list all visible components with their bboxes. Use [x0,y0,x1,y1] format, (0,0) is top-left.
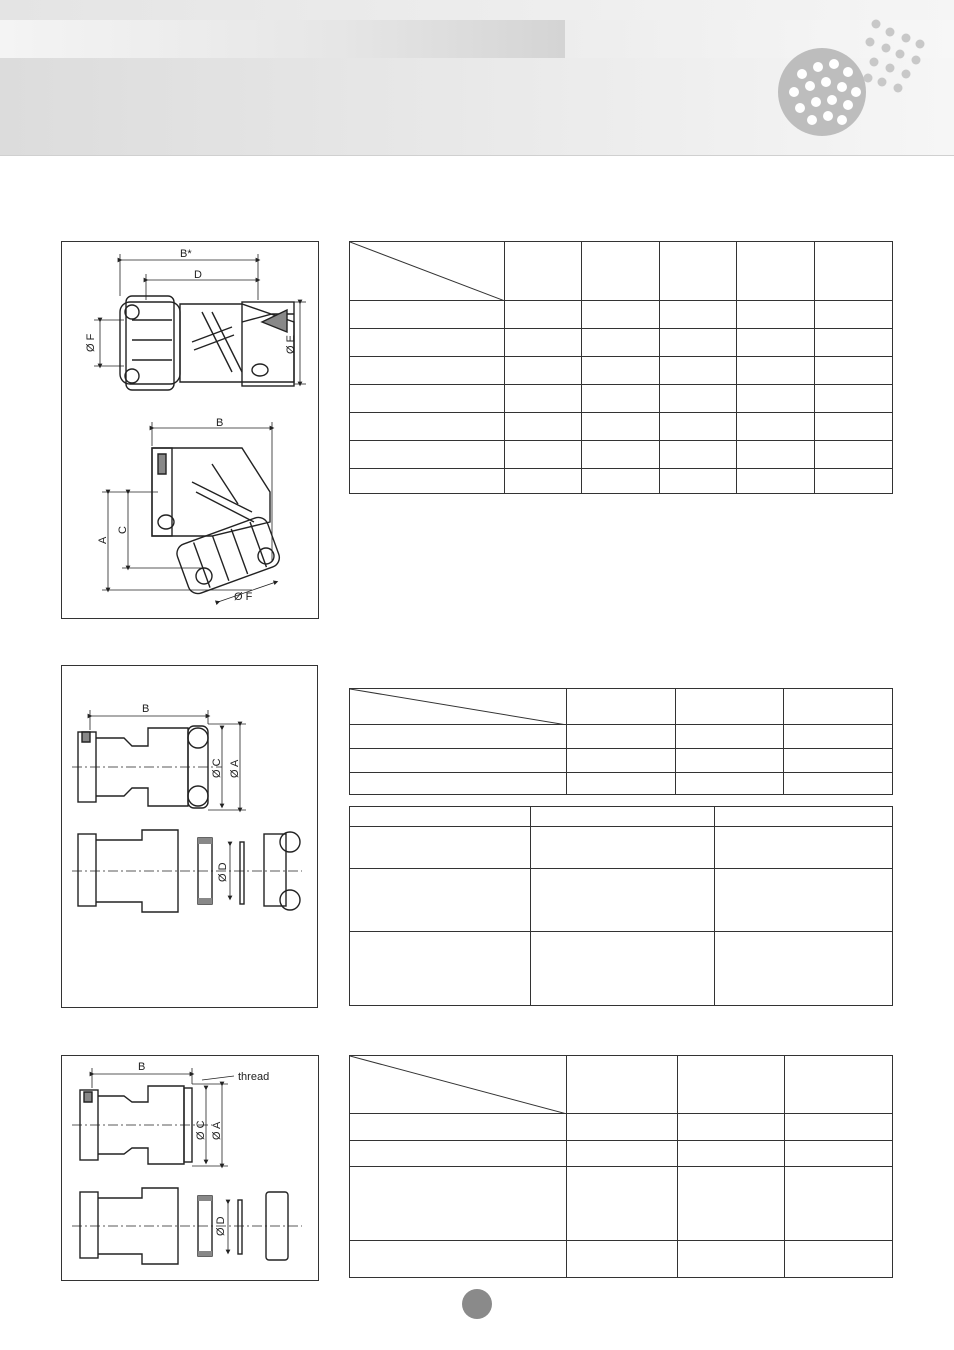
table-row [350,357,893,385]
table-header-row [350,689,893,725]
dim-label-d: Ø D [215,1216,227,1236]
dim-label-c: Ø C [211,758,223,778]
straight-connector-drawing [62,666,317,1007]
dim-label-d: Ø D [217,862,229,882]
threaded-connector-drawing [62,1056,318,1280]
dim-label-a: Ø A [211,1121,223,1140]
table-row [350,413,893,441]
thread-label: thread [238,1071,270,1083]
diagonal-header-cell [350,689,567,725]
page-header [0,0,954,156]
table-row [350,725,893,749]
connector-angle-drawing [62,242,318,618]
dim-label-a: Ø A [229,759,241,778]
table-row [350,869,893,932]
table-row [350,1141,893,1167]
dim-label-f: Ø F [85,333,97,352]
table-header-row [350,242,893,301]
table-row [350,441,893,469]
spec-table-2b [349,806,893,1006]
table-header-row [350,807,893,827]
spec-table-2a [349,688,893,795]
header-title-bar [0,20,565,58]
dim-label-f-angled: Ø F [234,591,253,603]
dim-label-c: C [117,526,129,534]
table-row [350,301,893,329]
drawing-panel-1 [61,241,319,619]
diagonal-header-cell [350,242,505,301]
table-row [350,469,893,494]
table-row [350,1241,893,1278]
table-row [350,932,893,1006]
dim-label-d: D [194,269,202,281]
page-number-dot [462,1289,492,1319]
diagonal-header-cell [350,1056,567,1114]
dim-label-c: Ø C [195,1120,207,1140]
table-header-row [350,1056,893,1114]
dim-label-b: B [138,1061,146,1073]
table-row [350,385,893,413]
dim-label-e: Ø E [285,335,297,354]
spec-table-3 [349,1055,893,1278]
dot-logo-icon [770,12,940,137]
table-row [350,749,893,773]
table-row [350,773,893,795]
table-row [350,329,893,357]
spec-table-1 [349,241,893,494]
drawing-panel-2 [61,665,318,1008]
dim-label-a: A [97,536,109,544]
dim-label-b: B [142,703,150,715]
drawing-panel-3 [61,1055,319,1281]
dim-label-b-star: B* [180,248,192,260]
dim-label-b: B [216,417,224,429]
table-row [350,1114,893,1141]
table-row [350,1167,893,1241]
table-row [350,827,893,869]
